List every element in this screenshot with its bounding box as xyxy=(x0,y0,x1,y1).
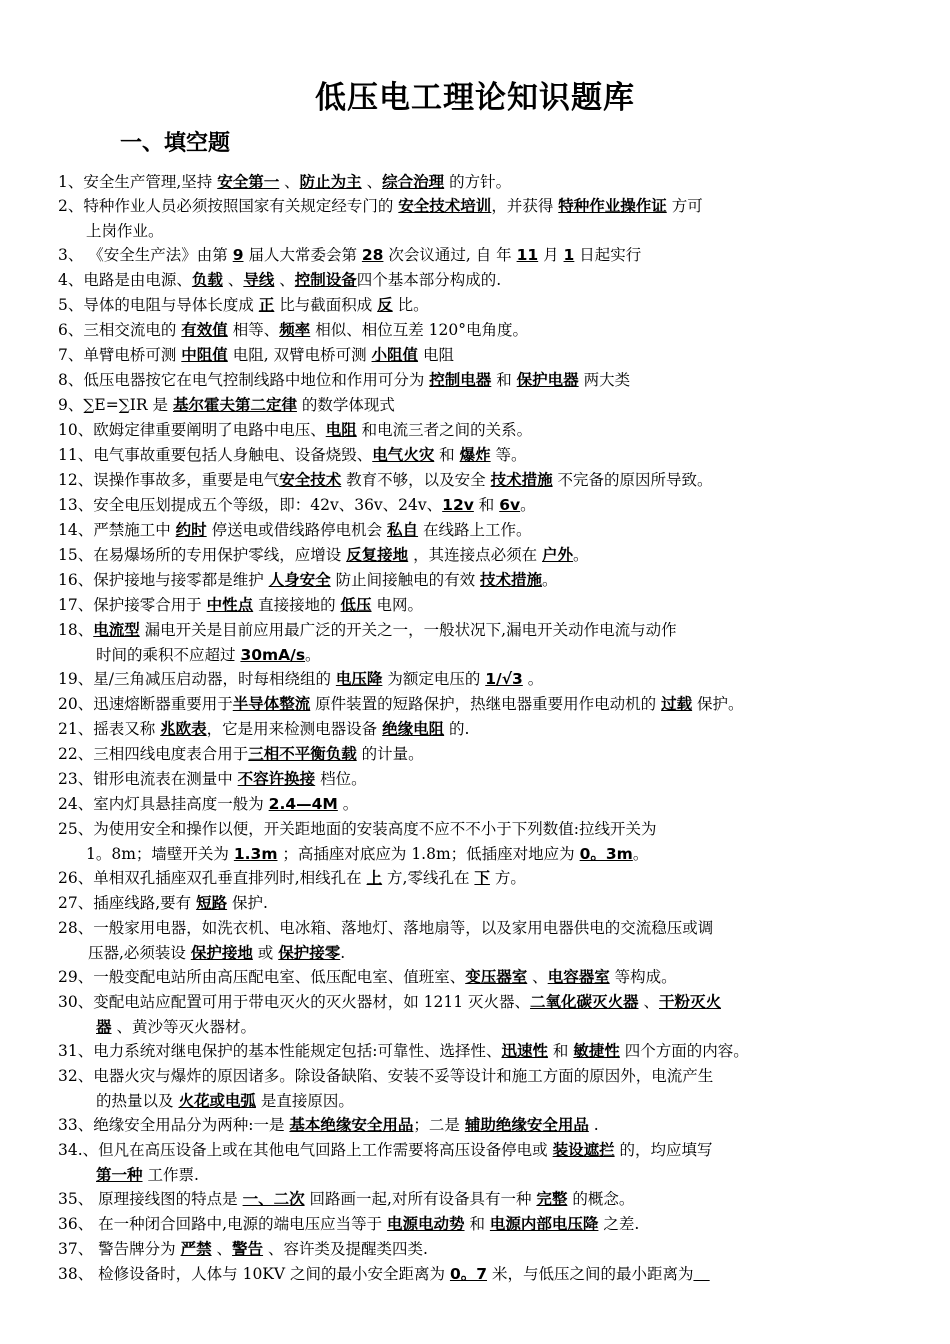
answer: 人身安全 xyxy=(268,571,331,589)
answer: 电流型 xyxy=(93,621,140,639)
answer: 1/√3 xyxy=(485,670,523,688)
question-13: 13、安全电压划提成五个等级，即：42v、36v、24v、12v 和 6v。 xyxy=(58,496,536,514)
answer: 11 xyxy=(516,246,539,264)
question-36: 36、 在一种闭合回路中,电源的端电压应当等于 电源电动势 和 电源内部电压降 之差. xyxy=(58,1215,640,1233)
answer: 综合治理 xyxy=(382,173,445,191)
answer: 敏捷性 xyxy=(573,1042,620,1060)
answer: 正 xyxy=(258,296,275,314)
answer: 电阻 xyxy=(325,421,357,439)
question-2: 2、特种作业人员必须按照国家有关规定经专门的 安全技术培训，并获得 特种作业操作证 方可 上岗作业。 xyxy=(58,197,703,240)
section-heading: 一、填空题 xyxy=(120,131,231,156)
question-20: 20、迅速熔断器重要用于半导体整流 原件装置的短路保护，热继电器重要用作电动机的 过载 保护。 xyxy=(58,695,744,713)
answer: 防止为主 xyxy=(299,173,362,191)
answer: 6v xyxy=(499,496,521,514)
answer: 1.3m xyxy=(233,844,278,863)
answer: 户外 xyxy=(542,546,574,564)
answer: 频率 xyxy=(279,321,311,339)
question-4: 4、电路是由电源、负载 、导线 、控制设备四个基本部分构成的. xyxy=(58,271,502,289)
answer: 第一种 xyxy=(96,1165,143,1184)
answer: 安全第一 xyxy=(217,173,280,191)
question-8: 8、低压电器按它在电气控制线路中地位和作用可分为 控制电器 和 保护电器 两大类 xyxy=(58,371,631,389)
answer: 1 xyxy=(563,246,575,264)
answer: 兆欧表 xyxy=(160,720,207,738)
answer: 私自 xyxy=(387,521,419,539)
answer: 电源电动势 xyxy=(387,1215,465,1233)
answer: 火花或电弧 xyxy=(178,1091,256,1110)
answer: 12v xyxy=(442,496,474,514)
answer: 半导体整流 xyxy=(232,695,311,713)
answer: 约时 xyxy=(175,521,207,539)
question-21: 21、摇表又称 兆欧表，它是用来检测电器设备 绝缘电阻 的. xyxy=(58,720,470,738)
question-24: 24、室内灯具悬挂高度一般为 2.4—4M 。 xyxy=(58,795,359,813)
answer: 0。7 xyxy=(449,1265,488,1283)
answer: 短路 xyxy=(196,894,228,912)
answer: 下 xyxy=(474,869,490,887)
question-34: 34.、但凡在高压设备上或在其他电气回路上工作需要将高压设备停电或 装设遮拦 的，均应填写 第一种 工作票. xyxy=(58,1141,713,1184)
answer: 基尔霍夫第二定律 xyxy=(172,396,297,414)
question-3: 3、 《安全生产法》由第 9 届人大常委会第 28 次会议通过, 自 年 11 月 1 日起实行 xyxy=(58,246,642,264)
answer: 迅速性 xyxy=(501,1042,548,1060)
answer: 器 xyxy=(96,1017,112,1036)
answer: 保护接地 xyxy=(190,943,253,962)
question-17: 17、保护接零合用于 中性点 直接接地的 低压 电网。 xyxy=(58,596,423,614)
answer: 技术措施 xyxy=(490,471,553,489)
answer: 特种作业操作证 xyxy=(558,197,667,215)
answer: 严禁 xyxy=(180,1240,212,1258)
question-16: 16、保护接地与接零都是维护 人身安全 防止间接触电的有效 技术措施。 xyxy=(58,571,558,589)
question-23: 23、钳形电流表在测量中 不容许换接 档位。 xyxy=(58,770,367,788)
answer: 爆炸 xyxy=(459,446,491,464)
question-25: 25、为使用安全和操作以便，开关距地面的安装高度不应不不小于下列数值:拉线开关为 1。8m；墙壁开关为 1.3m ；高插座对底应为 1.8m；低插座对地应为 0。3m。 xyxy=(58,820,657,863)
question-38: 38、 检修设备时，人体与 10KV 之间的最小安全距离为 0。7 米，与低压之间的最小距离为 xyxy=(58,1262,888,1287)
answer: 电压降 xyxy=(335,670,383,688)
answer: 反复接地 xyxy=(346,546,409,564)
answer: 绝缘电阻 xyxy=(382,720,445,738)
question-28: 28、一般家用电器，如洗衣机、电冰箱、落地灯、落地扇等，以及家用电器供电的交流稳压或调 压器,必须装设 保护接地 或 保护接零. xyxy=(58,919,714,962)
answer: 不容许换接 xyxy=(237,770,316,788)
question-35: 35、 原理接线图的特点是 一、二次 回路画一起,对所有设备具有一种 完整 的概念。 xyxy=(58,1190,635,1208)
question-11: 11、电气事故重要包括人身触电、设备烧毁、电气火灾 和 爆炸 等。 xyxy=(58,446,527,464)
answer: 0。3m xyxy=(579,844,633,863)
question-18: 18、电流型 漏电开关是目前应用最广泛的开关之一，一般状况下,漏电开关动作电流与动作 时间的乘积不应超过 30mA/s。 xyxy=(58,621,677,664)
answer: 基本绝缘安全用品 xyxy=(289,1116,414,1134)
answer: 9 xyxy=(232,246,244,264)
answer: 负载 xyxy=(191,271,223,289)
answer: 低压 xyxy=(340,596,372,614)
question-37: 37、 警告牌分为 严禁 、警告 、容许类及提醒类四类. xyxy=(58,1240,428,1258)
question-26: 26、单相双孔插座双孔垂直排列时,相线孔在 上 方,零线孔在 下 方。 xyxy=(58,869,526,887)
question-10: 10、欧姆定律重要阐明了电路中电压、电阻 和电流三者之间的关系。 xyxy=(58,421,533,439)
answer: 技术措施 xyxy=(480,571,543,589)
question-22: 22、三相四线电度表合用于三相不平衡负载 的计量。 xyxy=(58,745,424,763)
answer: 警告 xyxy=(232,1240,264,1258)
question-6: 6、三相交流电的 有效值 相等、频率 相似、相位互差 120°电角度。 xyxy=(58,321,528,339)
answer: 干粉灭火 xyxy=(658,993,721,1011)
answer: 电气火灾 xyxy=(372,446,435,464)
question-15: 15、在易爆场所的专用保护零线，应增设 反复接地 ，其连接点必须在 户外。 xyxy=(58,546,589,564)
answer-blank xyxy=(693,1265,709,1283)
question-7: 7、单臂电桥可测 中阻值 电阻, 双臂电桥可测 小阻值 电阻 xyxy=(58,346,454,364)
answer: 30mA/s xyxy=(240,645,306,664)
question-12: 12、误操作事故多，重要是电气安全技术 教育不够，以及安全 技术措施 不完备的原因所导致。 xyxy=(58,471,713,489)
answer: 电源内部电压降 xyxy=(489,1215,599,1233)
answer: 过载 xyxy=(661,695,693,713)
answer: 电容器室 xyxy=(547,968,610,986)
answer: 导线 xyxy=(243,271,275,289)
question-33: 33、绝缘安全用品分为两种:一是 基本绝缘安全用品；二是 辅助绝缘安全用品 . xyxy=(58,1116,599,1134)
answer: 保护接零 xyxy=(278,943,341,962)
answer: 装设遮拦 xyxy=(552,1141,615,1159)
answer: 中阻值 xyxy=(181,346,228,364)
answer: 保护电器 xyxy=(516,371,579,389)
question-30: 30、变配电站应配置可用于带电灭火的灭火器材，如 1211 灭火器、二氧化碳灭火器 、干粉灭火 器 、黄沙等灭火器材。 xyxy=(58,993,721,1036)
question-5: 5、导体的电阻与导体长度成 正 比与截面积成 反 比。 xyxy=(58,296,429,314)
answer: 安全技术 xyxy=(279,471,342,489)
answer: 有效值 xyxy=(181,321,228,339)
question-31: 31、电力系统对继电保护的基本性能规定包括:可靠性、选择性、迅速性 和 敏捷性 四个方面的内容。 xyxy=(58,1042,749,1060)
answer: 小阻值 xyxy=(371,346,419,364)
answer: 控制电器 xyxy=(429,371,492,389)
answer: 上 xyxy=(366,869,383,887)
question-32: 32、电器火灾与爆炸的原因诸多。除设备缺陷、安装不妥等设计和施工方面的原因外，电流产生 的热量以及 火花或电弧 是直接原因。 xyxy=(58,1067,714,1110)
question-19: 19、星/三角减压启动器，时每相绕组的 电压降 为额定电压的 1/√3 。 xyxy=(58,670,544,688)
question-1: 1、安全生产管理,坚持 安全第一 、防止为主 、综合治理 的方针。 xyxy=(58,173,512,191)
question-27: 27、插座线路,要有 短路 保护. xyxy=(58,894,268,912)
answer: 完整 xyxy=(536,1190,568,1208)
question-29: 29、一般变配电站所由高压配电室、低压配电室、值班室、变压器室 、电容器室 等构成。 xyxy=(58,968,677,986)
answer: 二氧化碳灭火器 xyxy=(530,993,639,1011)
question-9: 9、∑E=∑IR 是 基尔霍夫第二定律 的数学体现式 xyxy=(58,396,395,414)
answer: 2.4—4M xyxy=(268,795,338,813)
page-title: 低压电工理论知识题库 xyxy=(315,80,635,116)
answer: 控制设备 xyxy=(294,271,357,289)
answer: 三相不平衡负载 xyxy=(248,745,357,763)
answer: 辅助绝缘安全用品 xyxy=(464,1116,589,1134)
answer: 中性点 xyxy=(206,596,254,614)
answer: 变压器室 xyxy=(465,968,528,986)
question-14: 14、严禁施工中 约时 停送电或借线路停电机会 私自 在线路上工作。 xyxy=(58,521,532,539)
answer: 反 xyxy=(377,296,393,314)
answer: 安全技术培训 xyxy=(398,197,492,215)
answer: 28 xyxy=(361,246,384,264)
answer: 一、二次 xyxy=(242,1190,305,1208)
